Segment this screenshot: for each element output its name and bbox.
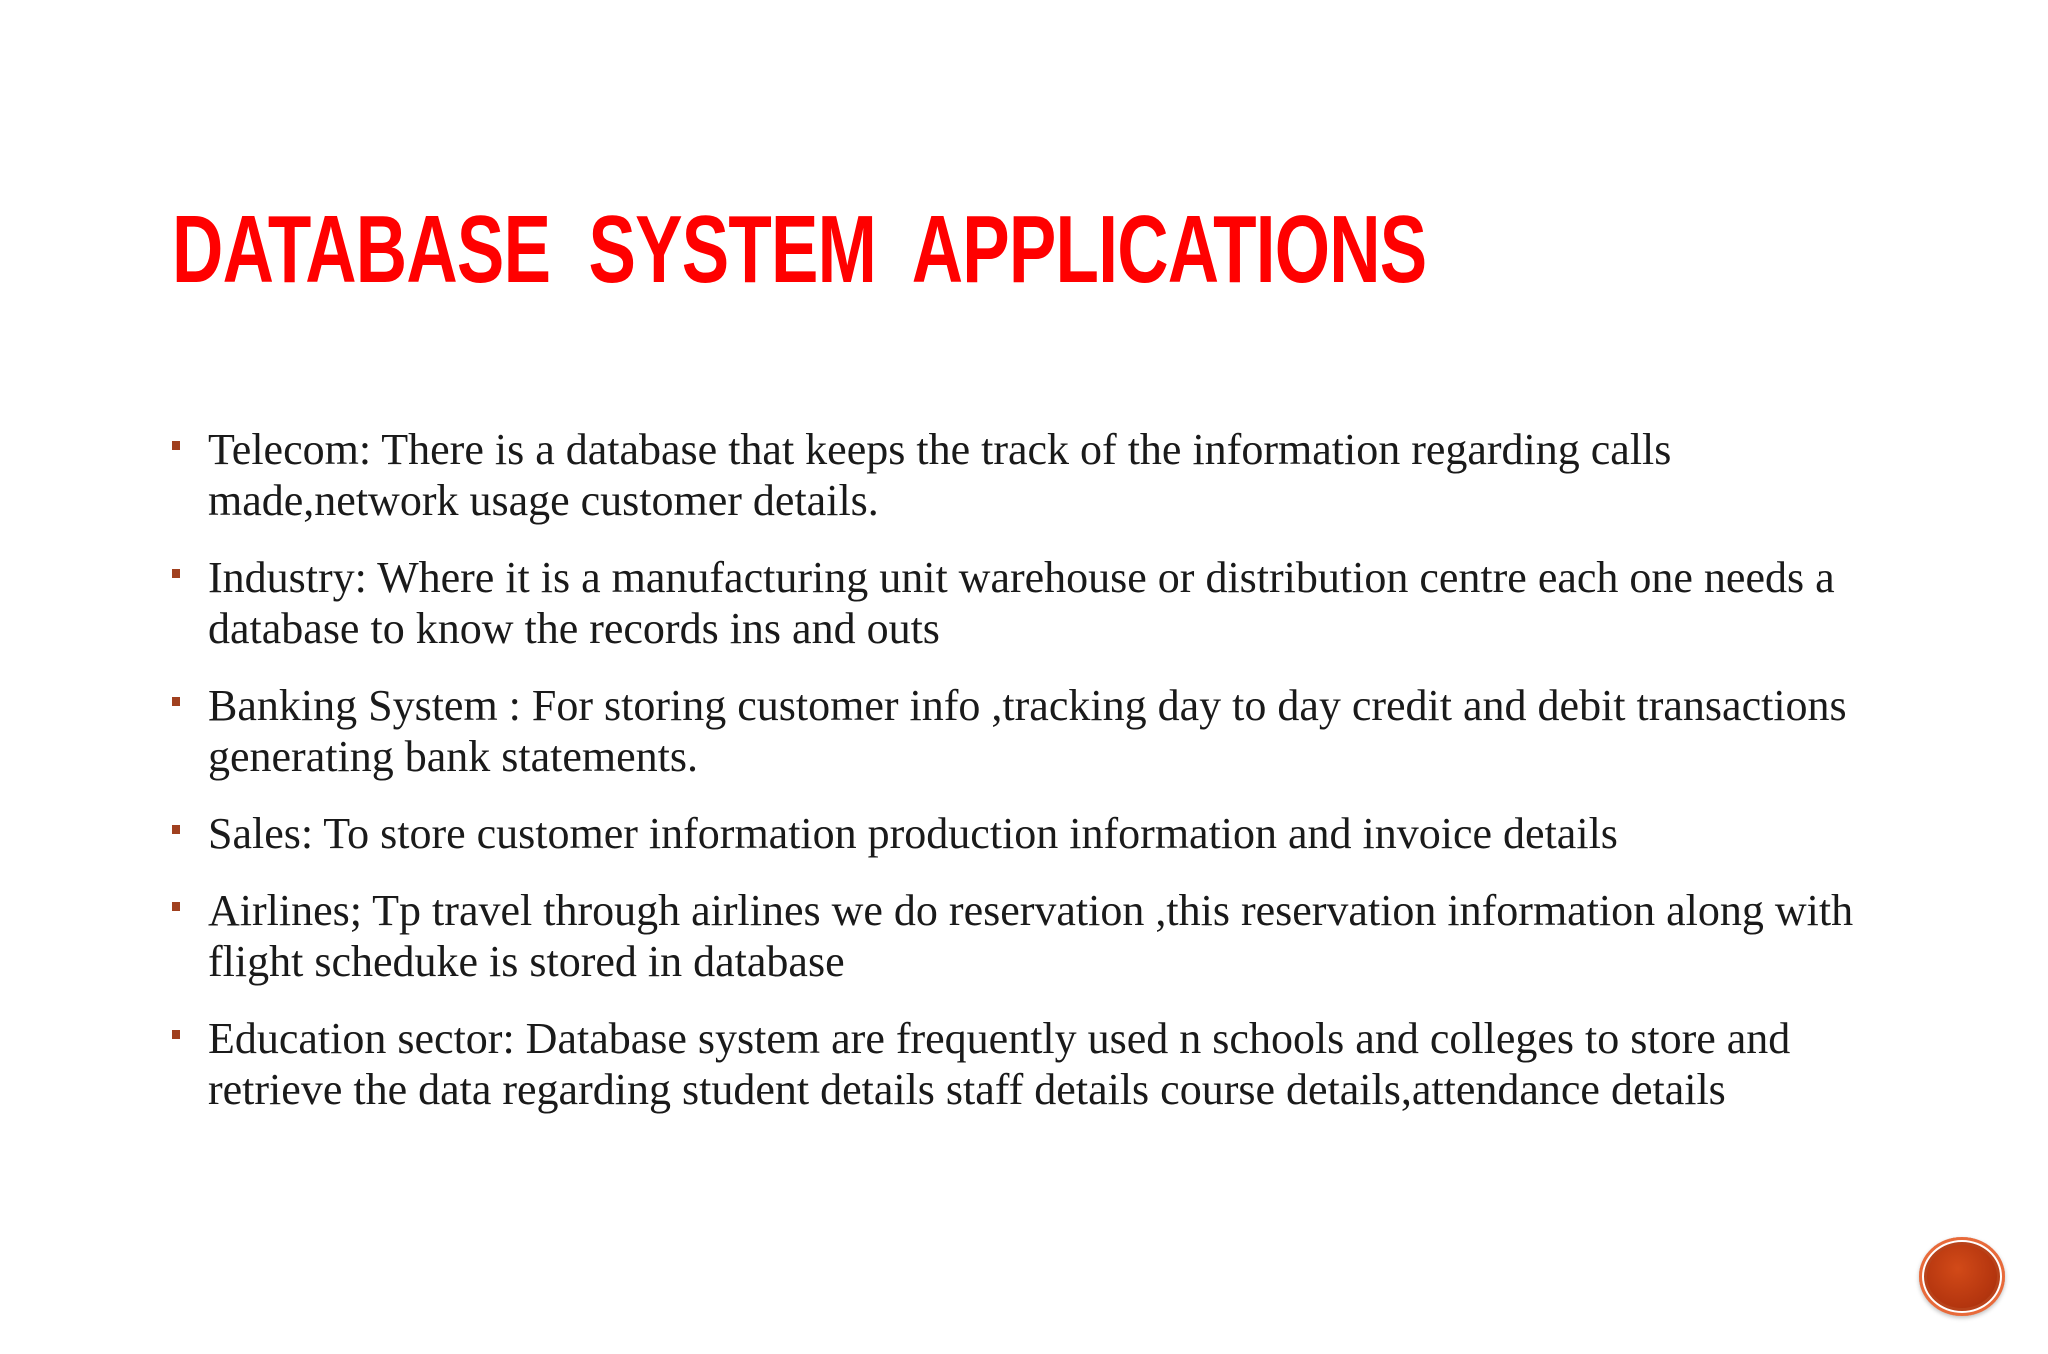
slide-nav-circle-icon[interactable] [1919,1237,2005,1316]
bullet-item-airlines [172,885,1912,987]
bullet-text: Education sector: Database system are frequently used n schools and colleges to store and retrieve the data regarding student details staff details course details,attendance details [208,1014,1791,1114]
square-bullet-icon [172,697,180,706]
bullet-list [172,424,1912,1141]
slide-title: DATABASE SYSTEM APPLICATIONS [172,196,1427,303]
square-bullet-icon [172,441,180,450]
square-bullet-icon [172,1030,180,1039]
bullet-item-banking [172,680,1912,782]
bullet-item-education [172,1013,1912,1115]
bullet-text: Banking System : For storing customer info ,tracking day to day credit and debit transactions generating bank statements. [208,681,1847,781]
bullet-text: Industry: Where it is a manufacturing unit warehouse or distribution centre each one needs a database to know the records ins and outs [208,553,1835,653]
bullet-text: Telecom: There is a database that keeps the track of the information regarding calls made,network usage customer details. [208,425,1672,525]
bullet-item-industry [172,552,1912,654]
square-bullet-icon [172,825,180,834]
bullet-text: Airlines; Tp travel through airlines we do reservation ,this reservation information along with flight scheduke is stored in database [208,886,1854,986]
bullet-item-sales [172,808,1912,859]
bullet-text: Sales: To store customer information production information and invoice details [208,809,1618,858]
bullet-item-telecom [172,424,1912,526]
square-bullet-icon [172,902,180,911]
square-bullet-icon [172,569,180,578]
